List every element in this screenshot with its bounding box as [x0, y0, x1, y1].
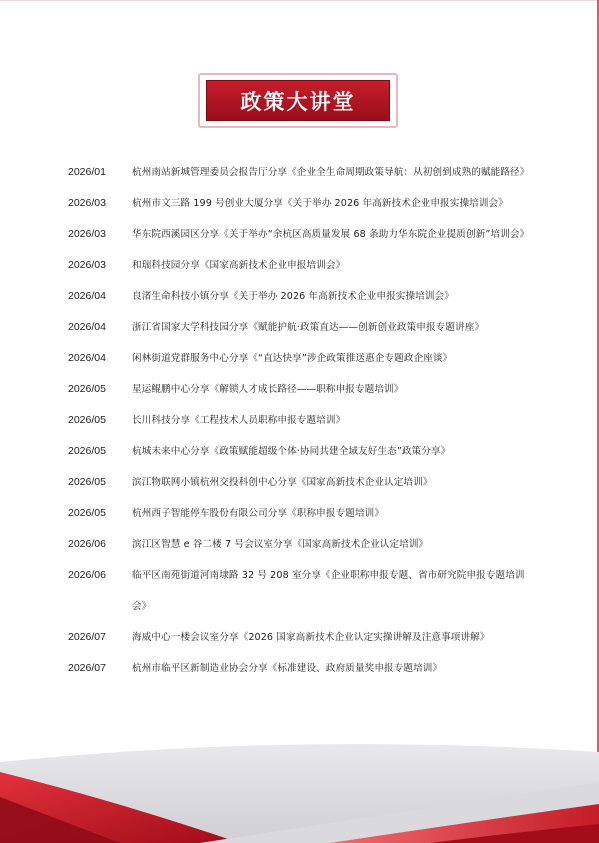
item-date: 2026/03 [68, 228, 106, 240]
footer-decoration [0, 742, 599, 843]
item-date: 2026/04 [68, 321, 106, 333]
list-item [68, 281, 538, 312]
page-title: 政策大讲堂 [240, 89, 356, 114]
item-date: 2026/05 [68, 476, 106, 488]
item-text: 滨江区智慧 e 谷二楼 7 号会议室分享《国家高新技术企业认定培训》 [132, 539, 429, 550]
item-date: 2026/05 [68, 507, 106, 519]
title-banner [206, 80, 390, 121]
item-date: 2026/05 [68, 414, 106, 426]
list-item [68, 622, 538, 653]
list-item [68, 250, 538, 281]
item-text: 海威中心一楼会议室分享《2026 国家高新技术企业认定实操讲解及注意事项讲解》 [132, 632, 490, 643]
lecture-list [68, 157, 538, 684]
item-date: 2026/07 [68, 631, 106, 643]
list-item [68, 560, 538, 622]
page-top-border [0, 0, 599, 1]
list-item [68, 188, 538, 219]
item-date: 2026/05 [68, 383, 106, 395]
list-item [68, 312, 538, 343]
item-text: 闲林街道党群服务中心分享《“直达快享”涉企政策推送惠企专题政企座谈》 [132, 353, 453, 364]
item-date: 2026/03 [68, 197, 106, 209]
list-item [68, 498, 538, 529]
list-item [68, 343, 538, 374]
item-date: 2026/03 [68, 259, 106, 271]
title-frame [198, 73, 398, 128]
list-item [68, 219, 538, 250]
item-text: 杭城未来中心分享《政策赋能超级个体·协同共建全域友好生态”政策分享》 [132, 446, 451, 457]
list-item [68, 529, 538, 560]
item-text: 星运鲲鹏中心分享《解锁人才成长路径——职称申报专题培训》 [132, 384, 404, 395]
item-text: 和瑞科技园分享《国家高新技术企业申报培训会》 [132, 260, 346, 271]
item-text: 杭州西子智能停车股份有限公司分享《职称申报专题培训》 [132, 508, 385, 519]
item-date: 2026/05 [68, 445, 106, 457]
item-date: 2026/07 [68, 662, 106, 674]
item-text: 长川科技分享《工程技术人员职称申报专题培训》 [132, 415, 346, 426]
item-text: 杭州南站新城管理委员会报告厅分享《企业全生命周期政策导航：从初创到成熟的赋能路径》 [132, 167, 530, 178]
footer-wave-graphic [0, 742, 599, 843]
item-date: 2026/04 [68, 290, 106, 302]
list-item [68, 374, 538, 405]
list-item [68, 157, 538, 188]
item-text: 杭州市临平区新制造业协会分享《标准建设、政府质量奖申报专题培训》 [132, 663, 443, 674]
item-date: 2026/06 [68, 569, 106, 581]
item-text: 华东院西溪园区分享《关于举办“余杭区高质量发展 68 条助力华东院企业提质创新”培训会》 [132, 229, 530, 240]
item-text: 滨江物联网小镇杭州交投科创中心分享《国家高新技术企业认定培训》 [132, 477, 433, 488]
item-text: 杭州市文三路 199 号创业大厦分享《关于举办 2026 年高新技术企业申报实操培训会》 [132, 198, 508, 209]
item-text: 临平区南苑街道河南埭路 32 号 208 室分享《企业职称申报专题、省市研究院申报专题培训会》 [132, 570, 525, 612]
list-item [68, 436, 538, 467]
item-date: 2026/01 [68, 166, 106, 178]
list-item [68, 467, 538, 498]
item-text: 浙江省国家大学科技园分享《赋能护航·政策直达——创新创业政策申报专题讲座》 [132, 322, 485, 333]
list-item [68, 653, 538, 684]
item-date: 2026/04 [68, 352, 106, 364]
item-date: 2026/06 [68, 538, 106, 550]
list-item [68, 405, 538, 436]
item-text: 良渚生命科技小镇分享《关于举办 2026 年高新技术企业申报实操培训会》 [132, 291, 454, 302]
